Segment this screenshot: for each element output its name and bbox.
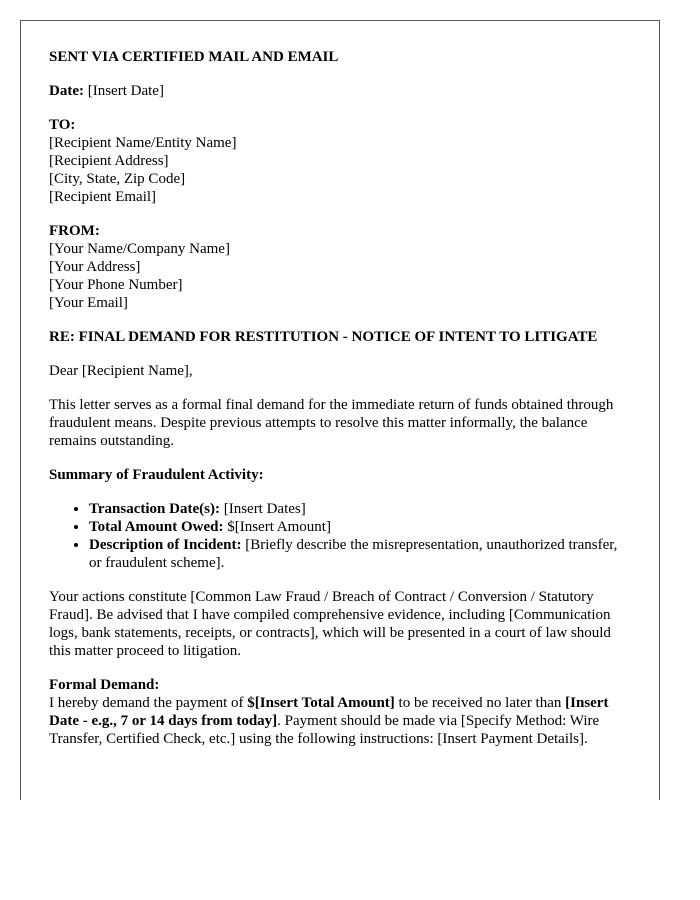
claims-paragraph: Your actions constitute [Common Law Fraud / Breach of Contract / Conversion / Statutory Fraud]. Be advised that I have compiled comprehensive evidence, including [Communication logs, bank statements, receipts, or contracts], which will be presented in a court of law should this matter proceed to litigation. — [49, 589, 611, 659]
summary-heading: Summary of Fraudulent Activity: — [49, 467, 264, 483]
salutation: Dear [Recipient Name], — [49, 363, 193, 379]
list-item — [89, 536, 631, 572]
sent-via-line: SENT VIA CERTIFIED MAIL AND EMAIL — [49, 49, 339, 65]
to-block — [49, 116, 631, 206]
to-line: [Recipient Address] — [49, 153, 169, 169]
item-label: Transaction Date(s): — [89, 501, 220, 517]
demand-section — [49, 676, 631, 748]
list-item — [89, 518, 631, 536]
from-line: [Your Email] — [49, 295, 128, 311]
list-item — [89, 500, 631, 518]
intro-paragraph: This letter serves as a formal final demand for the immediate return of funds obtained through fraudulent means. Despite previous attempts to resolve this matter informally, the balance remains outstanding. — [49, 397, 614, 449]
date-line — [49, 82, 631, 100]
to-line: [Recipient Email] — [49, 189, 157, 205]
from-line: [Your Name/Company Name] — [49, 241, 230, 257]
date-label: Date: — [49, 83, 84, 99]
demand-text: to be received no later than — [394, 695, 566, 711]
demand-text: . Payment should be made via [Specify Method: Wire Transfer, Certified Check, etc.] using the following instructions: [Insert Payment Details]. — [49, 713, 600, 747]
demand-amount: $[Insert Total Amount] — [247, 695, 395, 711]
from-line: [Your Phone Number] — [49, 277, 183, 293]
from-block — [49, 222, 631, 312]
item-label: Total Amount Owed: — [89, 519, 224, 535]
to-line: [City, State, Zip Code] — [49, 171, 186, 187]
demand-text: I hereby demand the payment of — [49, 695, 248, 711]
date-value: [Insert Date] — [87, 83, 164, 99]
item-label: Description of Incident: — [89, 537, 242, 553]
to-line: [Recipient Name/Entity Name] — [49, 135, 237, 151]
item-value: [Briefly describe the misrepresentation, unauthorized transfer, or fraudulent scheme]. — [89, 537, 618, 571]
item-value: $[Insert Amount] — [223, 519, 331, 535]
to-label: TO: — [49, 117, 76, 133]
demand-deadline: [Insert Date - e.g., 7 or 14 days from today] — [49, 695, 609, 729]
item-value: [Insert Dates] — [219, 501, 306, 517]
subject-line: RE: FINAL DEMAND FOR RESTITUTION - NOTICE OF INTENT TO LITIGATE — [49, 329, 598, 345]
summary-list — [49, 500, 631, 572]
demand-heading: Formal Demand: — [49, 677, 160, 693]
from-label: FROM: — [49, 223, 100, 239]
letter-page — [20, 20, 660, 800]
from-line: [Your Address] — [49, 259, 141, 275]
